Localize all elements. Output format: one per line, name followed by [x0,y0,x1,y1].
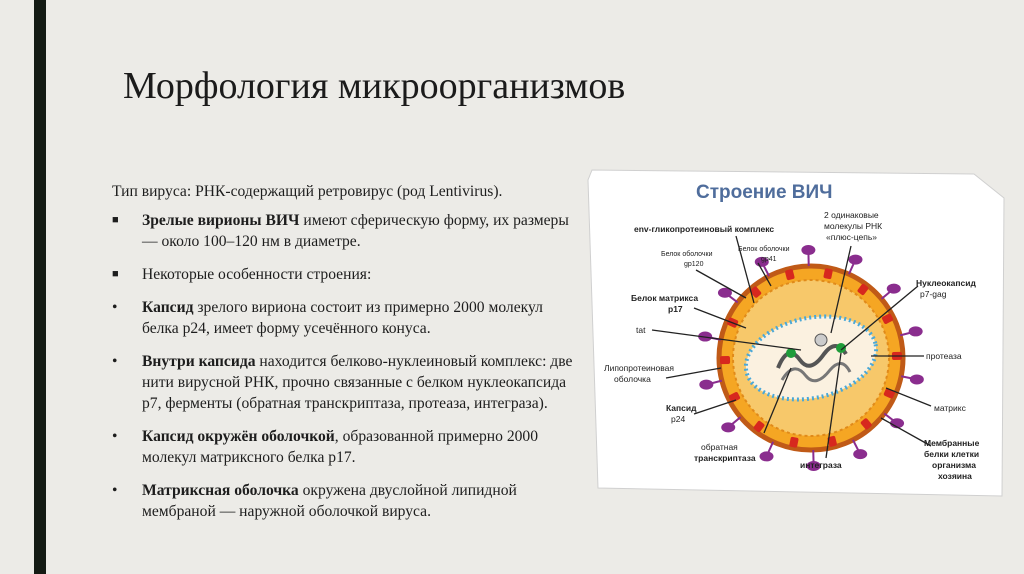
bullet-bold-term: Зрелые вирионы ВИЧ [142,212,300,229]
left-accent-bar [34,0,46,574]
bullet-marker: • [112,299,118,316]
label-lipo-2: оболочка [614,374,651,384]
bullet-marker: • [112,428,118,445]
label-integrase: интеграза [800,460,842,470]
label-gp41-2: gp41 [761,256,777,263]
slide-content [112,181,582,534]
spike-head [760,451,774,461]
bullet-item [112,264,582,285]
spike-head [848,255,862,265]
label-capsid-1: Капсид [666,403,697,413]
label-rt-1: обратная [701,442,738,452]
label-membrane-3: организма [932,460,976,470]
bullet-bold-term: Внутри капсида [142,353,256,370]
intro-text: Тип вируса: РНК-содержащий ретровирус (род Lentivirus). [112,183,503,200]
diagram-title: Строение ВИЧ [696,182,833,203]
bullet-item [112,297,582,339]
label-membrane-4: хозяина [938,471,972,481]
bullet-item [112,210,582,252]
spike-head [853,449,867,459]
bullet-item [112,480,582,522]
label-matrix-right: матрикс [934,403,966,413]
hiv-structure-diagram [586,168,1006,498]
label-gp41-1: Белок оболочки [738,246,790,253]
bullet-item [112,351,582,414]
bullet-text: Некоторые особенности строения: [142,266,372,283]
label-env: env-гликопротеиновый комплекс [634,224,775,234]
label-gp120-1: Белок оболочки [661,251,713,258]
bullet-marker: ■ [112,268,119,280]
spike-head [801,245,815,255]
bullet-text: имеют сферическую форму, их размеры — около 100–120 нм в диаметре. [142,212,569,250]
label-capsid-2: p24 [671,414,686,424]
bullet-bold-term: Капсид окружён оболочкой [142,428,335,445]
protein-complex [815,334,827,346]
label-rna-3: «плюс-цепь» [826,232,878,242]
label-protease: протеаза [926,351,962,361]
label-membrane-1: Мембранные [924,438,980,448]
spike-head [910,374,924,384]
label-nucleocapsid-1: Нуклеокапсид [916,278,976,288]
bullet-text: окружена двуслойной липидной мембраной — наружной оболочкой вируса. [142,482,517,520]
integrase-dot [836,343,846,353]
label-rt-2: транскриптаза [694,453,756,463]
label-matrix-protein-2: p17 [668,304,683,314]
envelope-protein [720,356,730,364]
spike-head [699,380,713,390]
label-rna-1: 2 одинаковые [824,210,879,220]
slide-title: Морфология микроорганизмов [123,65,626,107]
bullet-marker: ■ [112,214,119,226]
bullet-text: находится белково-нуклеиновый комплекс: две нити вирусной РНК, прочно связанные с белком нуклеокапсида p7, ферменты (обратная транскриптаза, протеаза, интеграза). [142,353,573,412]
label-rna-2: молекулы РНК [824,221,883,231]
bullet-marker: • [112,353,118,370]
bullet-list [112,210,582,522]
bullet-text: , образованной примерно 2000 молекул матриксного белка p17. [142,428,539,466]
bullet-bold-term: Матриксная оболочка [142,482,299,499]
bullet-marker: • [112,482,118,499]
spike-head [721,422,735,432]
label-nucleocapsid-2: p7-gag [920,289,947,299]
label-gp120-2: gp120 [684,261,704,268]
label-tat: tat [636,325,646,335]
label-membrane-2: белки клетки [924,449,980,459]
bullet-text: зрелого вириона состоит из примерно 2000 молекул белка p24, имеет форму усечённого конуса. [142,299,543,337]
spike-head [887,284,901,294]
spike-head [909,326,923,336]
bullet-item [112,426,582,468]
label-matrix-protein-1: Белок матрикса [631,293,699,303]
label-lipo-1: Липопротеиновая [604,363,674,373]
bullet-bold-term: Капсид [142,299,194,316]
